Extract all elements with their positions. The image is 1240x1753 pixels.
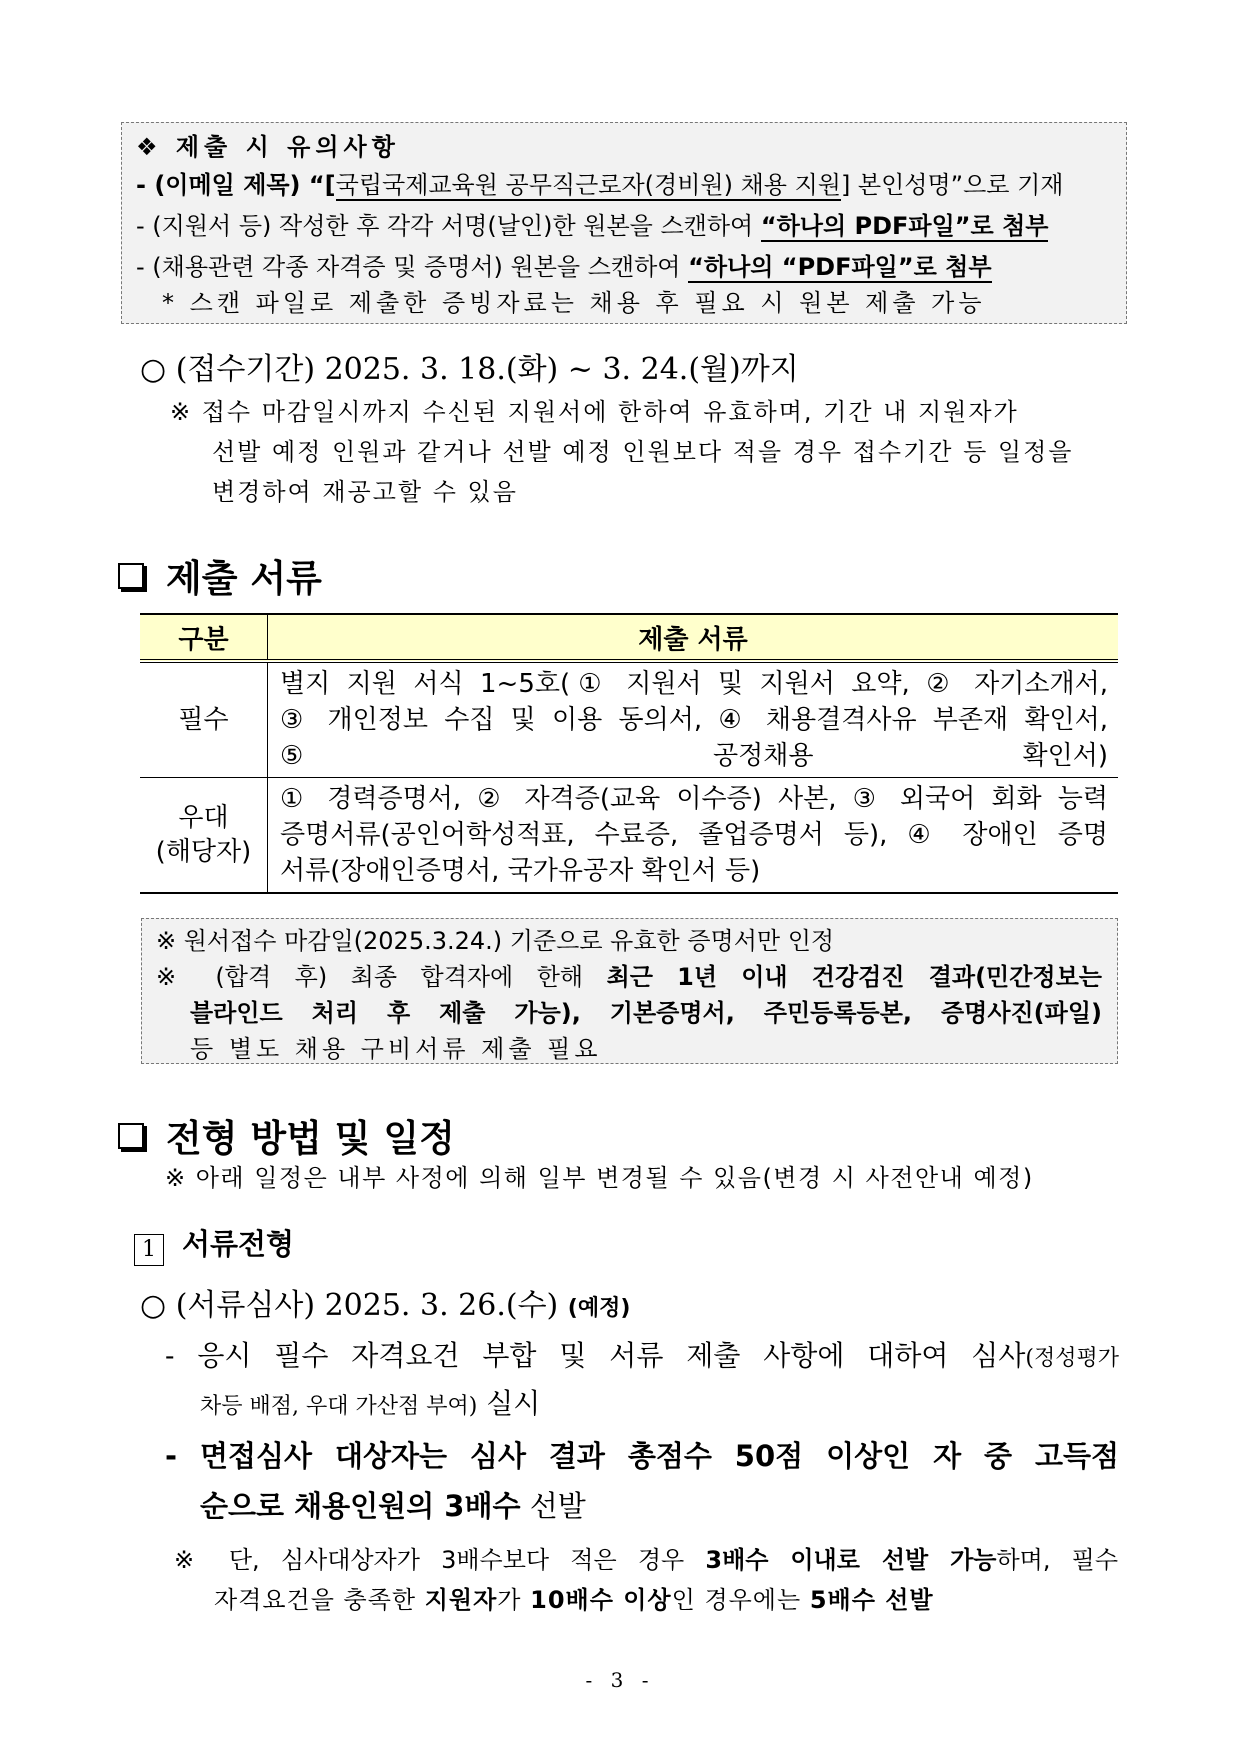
notice-certificate-scan: - (채용관련 각종 자격증 및 증명서) 원본을 스캔하여 “하나의 “PDF파일”로 첨부	[136, 253, 992, 281]
table-row	[140, 661, 1118, 778]
documents-table	[140, 613, 1118, 894]
notice-email-subject: - (이메일 제목) “[국립국제교육원 공무직근로자(경비원) 채용 지원] 본인성명”으로 기재	[136, 171, 1064, 199]
row-documents-preferred: ① 경력증명서, ② 자격증(교육 이수증) 사본, ③ 외국어 회화 능력 증명서류(공인어학성적표, 수료증, 졸업증명서 등), ④ 장애인 증명 서류(장애인증명서, 국가유공자 확인서 등)	[268, 778, 1119, 894]
table-header-row	[140, 614, 1118, 661]
selection-note-line2: 자격요건을 충족한 지원자가 10배수 이상인 경우에는 5배수 선발	[214, 1586, 934, 1614]
reception-note-line1: ※ 접수 마감일시까지 수신된 지원서에 한하여 유효하며, 기간 내 지원자가	[170, 398, 1019, 426]
notice-application-scan: - (지원서 등) 작성한 후 각각 서명(날인)한 원본을 스캔하여 “하나의 PDF파일”로 첨부	[136, 212, 1049, 240]
review-item-2-line1: - 면접심사 대상자는 심사 결과 총점수 50점 이상인 자 중 고득점	[165, 1439, 1119, 1473]
review-item-1-line2: 차등 배점, 우대 가산점 부여) 실시	[200, 1387, 541, 1420]
selection-note-line1: ※ 단, 심사대상자가 3배수보다 적은 경우 3배수 이내로 선발 가능하며, 필수	[174, 1546, 1119, 1574]
row-category-required: 필수	[140, 661, 268, 778]
table-header-documents: 제출 서류	[268, 614, 1119, 661]
section-heading-selection: 전형 방법 및 일정	[118, 1108, 455, 1162]
step-document-screening	[134, 1222, 294, 1266]
notice-title: ❖ 제출 시 유의사항	[136, 133, 400, 161]
reception-period: ○ (접수기간) 2025. 3. 18.(화) ~ 3. 24.(월)까지	[140, 352, 799, 387]
note-separate-submission: 등 별도 채용 구비서류 제출 필요	[190, 1035, 602, 1063]
checkbox-square-icon	[118, 1123, 144, 1149]
step-number-box: 1	[134, 1234, 164, 1266]
row-category-preferred: 우대 (해당자)	[140, 778, 268, 894]
reception-note-line3: 변경하여 재공고할 수 있음	[212, 478, 518, 506]
note-required-documents: 블라인드 처리 후 제출 가능), 기본증명서, 주민등록등본, 증명사진(파일)	[190, 999, 1102, 1027]
submission-notice-box	[121, 122, 1127, 324]
section-heading-documents: 제출 서류	[118, 548, 322, 602]
page-number: - 3 -	[585, 1668, 655, 1692]
step-title: 서류전형	[182, 1227, 295, 1261]
checkbox-square-icon	[118, 563, 144, 589]
table-header-category: 구분	[140, 614, 268, 661]
review-item-1-line1: - 응시 필수 자격요건 부합 및 서류 제출 사항에 대하여 심사(정성평가	[165, 1339, 1119, 1372]
documents-note-box	[141, 918, 1118, 1064]
notice-original-submission: * 스캔 파일로 제출한 증빙자료는 채용 후 필요 시 원본 제출 가능	[162, 289, 986, 317]
schedule-change-note: ※ 아래 일정은 내부 사정에 의해 일부 변경될 수 있음(변경 시 사전안내 예정)	[165, 1164, 1034, 1192]
row-documents-required: 별지 지원 서식 1~5호(① 지원서 및 지원서 요약, ② 자기소개서, ③ 개인정보 수집 및 이용 동의서, ④ 채용결격사유 부존재 확인서, ⑤ 공정채용 확인서)	[268, 661, 1119, 778]
note-final-candidates: ※ (합격 후) 최종 합격자에 한해 최근 1년 이내 건강검진 결과(민간정보는	[156, 963, 1102, 991]
reception-note-line2: 선발 예정 인원과 같거나 선발 예정 인원보다 적을 경우 접수기간 등 일정을	[212, 438, 1074, 466]
note-valid-certificates: ※ 원서접수 마감일(2025.3.24.) 기준으로 유효한 증명서만 인정	[156, 927, 835, 955]
review-item-2-line2: 순으로 채용인원의 3배수 선발	[200, 1489, 586, 1523]
document-review-date: ○ (서류심사) 2025. 3. 26.(수) (예정)	[140, 1288, 631, 1323]
table-row	[140, 778, 1118, 894]
